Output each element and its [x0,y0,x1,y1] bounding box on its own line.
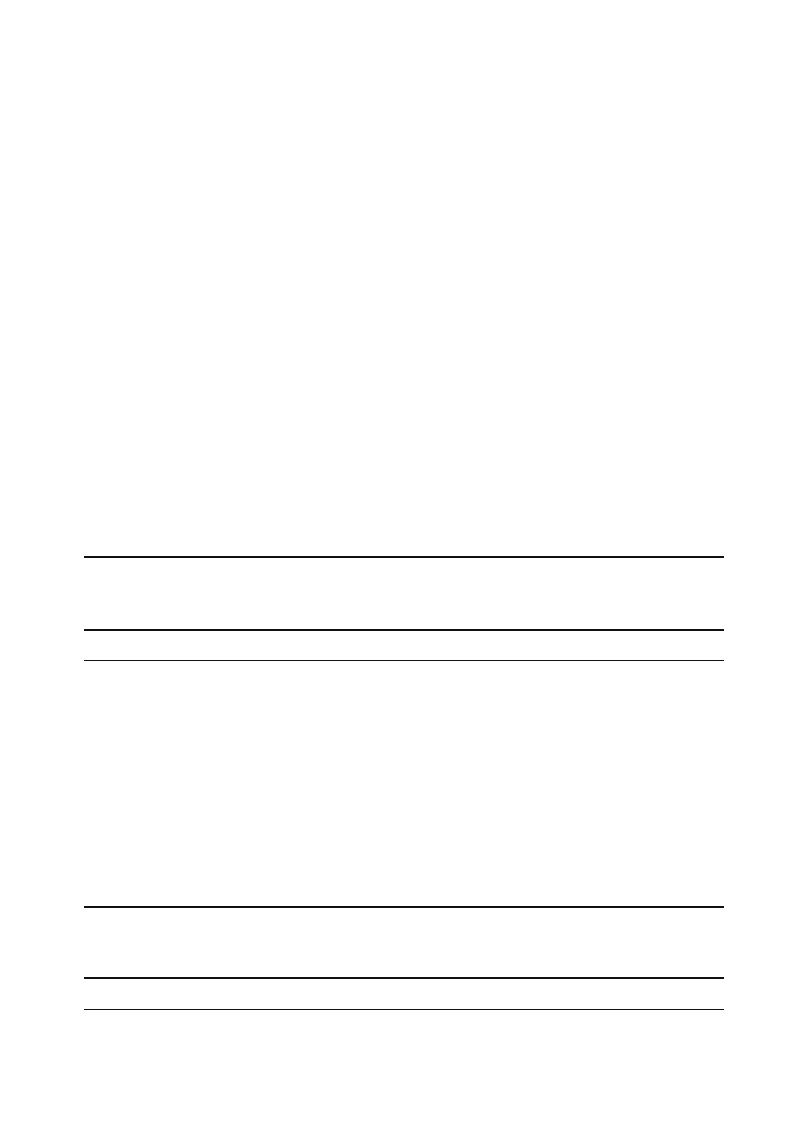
header-bottom-rule [84,1009,724,1010]
header-bottom-rule [84,660,724,661]
table-bottom-rule [84,906,724,908]
section-divider [84,556,724,558]
header-top-rule [84,977,724,979]
header-top-rule [84,629,724,631]
